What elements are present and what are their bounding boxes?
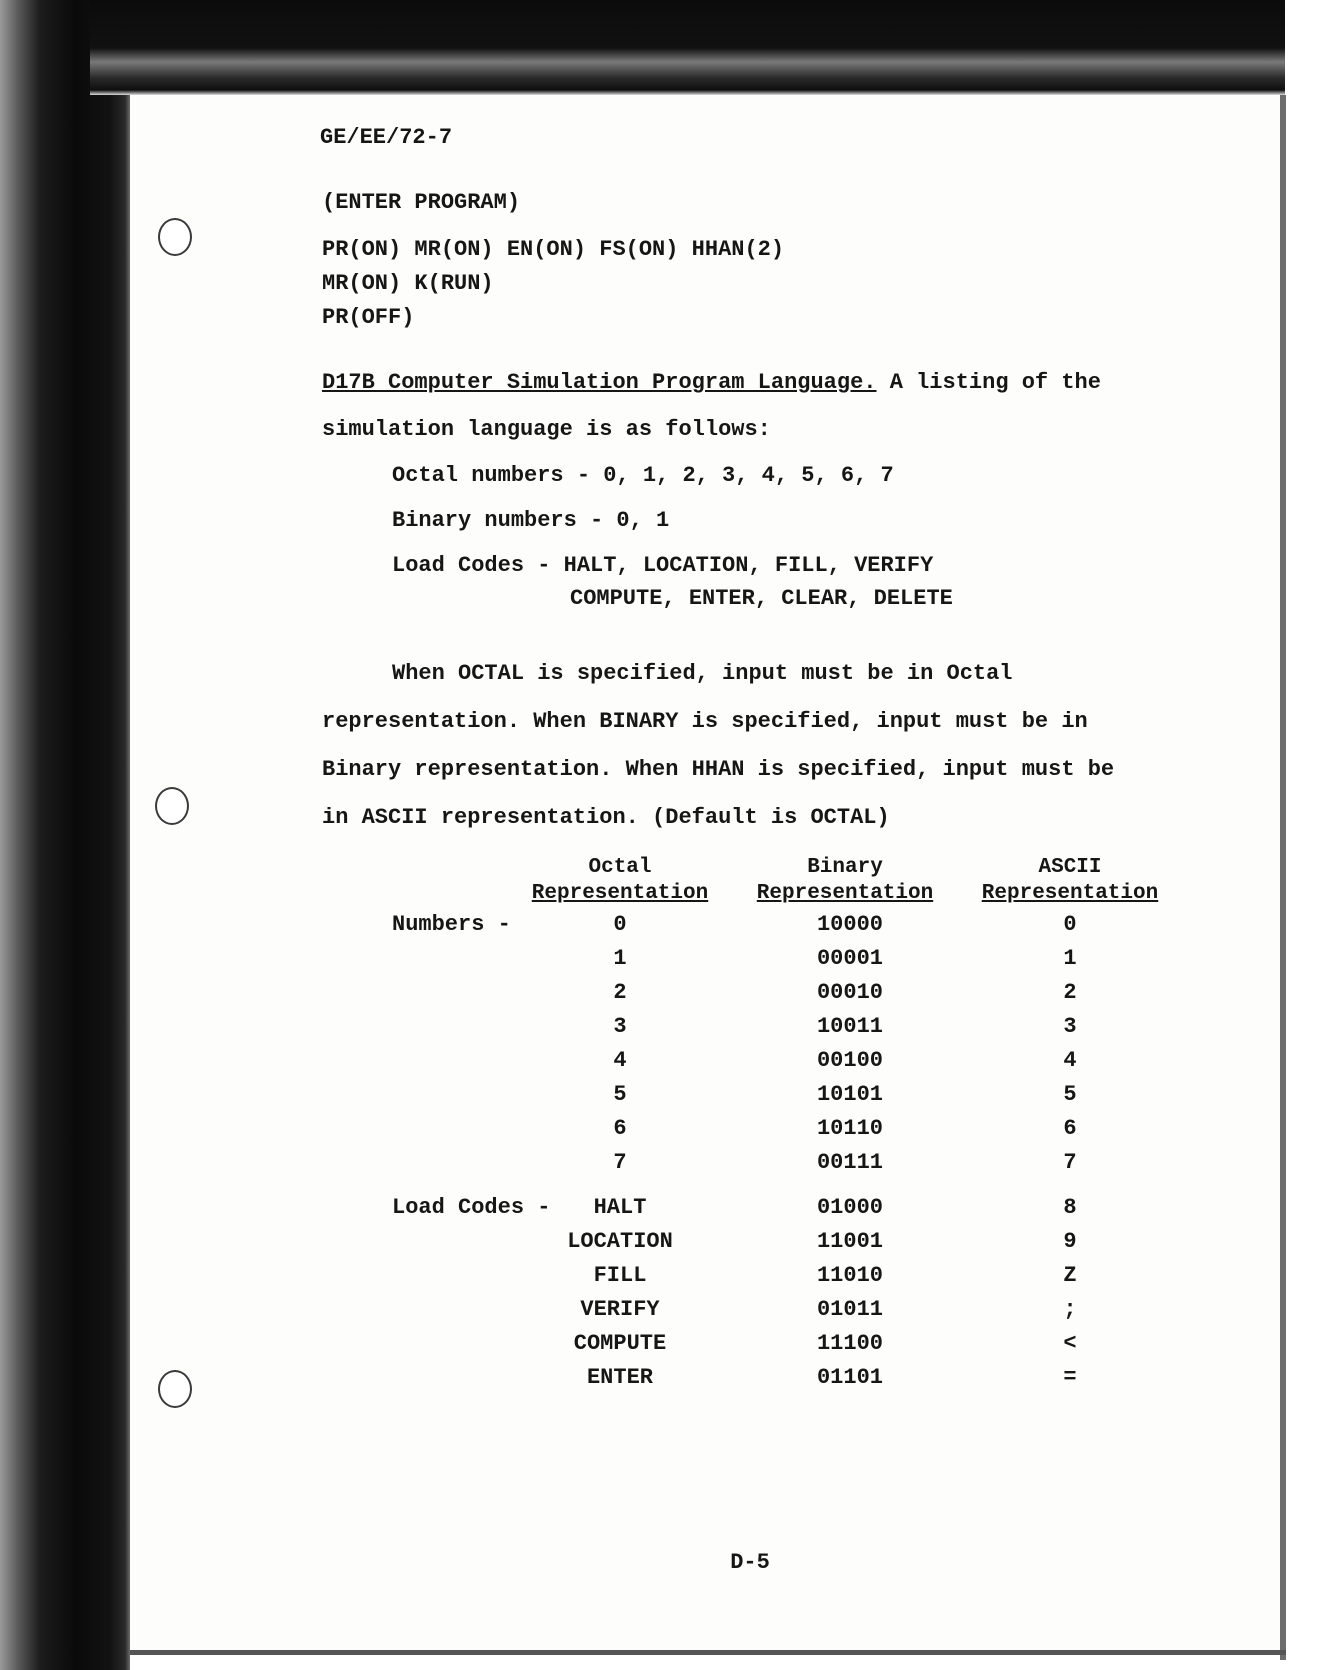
ascii-cell: ;: [1063, 1297, 1077, 1322]
binary-cell: 01011: [816, 1297, 883, 1322]
section-heading: D17B Computer Simulation Program Language.: [322, 370, 877, 395]
section-intro-rest: A listing of the: [876, 370, 1101, 395]
octal-cell: 5: [613, 1082, 627, 1107]
load-code-name: LOCATION: [567, 1229, 673, 1254]
ascii-cell: 2: [1063, 980, 1077, 1005]
ascii-cell: 9: [1063, 1229, 1077, 1254]
ascii-cell: 7: [1063, 1150, 1077, 1175]
load-codes-line-1: Load Codes - HALT, LOCATION, FILL, VERIFY: [392, 553, 934, 578]
ascii-cell: 6: [1063, 1116, 1077, 1141]
binary-cell: 00010: [816, 980, 883, 1005]
ascii-header-line2: Representation: [981, 882, 1159, 905]
section-intro-line-1: [322, 370, 1101, 395]
octal-cell: 6: [613, 1116, 627, 1141]
binary-cell: 10011: [816, 1014, 883, 1039]
octal-cell: 2: [613, 980, 627, 1005]
load-code-name: ENTER: [586, 1365, 653, 1390]
octal-header-line2: Representation: [531, 882, 709, 905]
binary-header: [745, 855, 945, 907]
ascii-cell: 4: [1063, 1048, 1077, 1073]
load-code-name: VERIFY: [580, 1297, 660, 1322]
binary-numbers-line: Binary numbers - 0, 1: [392, 508, 670, 533]
binary-cell: 00001: [816, 946, 883, 971]
octal-numbers-line: Octal numbers - 0, 1, 2, 3, 4, 5, 6, 7: [392, 463, 894, 488]
section-intro-line-2: simulation language is as follows:: [322, 417, 771, 442]
ascii-cell: <: [1063, 1331, 1077, 1356]
ascii-cell: 0: [1063, 912, 1077, 937]
ascii-cell: 1: [1063, 946, 1077, 971]
binary-cell: 10110: [816, 1116, 883, 1141]
ascii-cell: Z: [1063, 1263, 1077, 1288]
binary-cell: 10000: [816, 912, 883, 937]
load-codes-line-2: COMPUTE, ENTER, CLEAR, DELETE: [570, 586, 953, 611]
binary-cell: 11010: [816, 1263, 883, 1288]
enter-program-title: (ENTER PROGRAM): [322, 190, 521, 215]
ascii-cell: 5: [1063, 1082, 1077, 1107]
octal-header-line1: Octal: [588, 856, 652, 879]
ascii-cell: 8: [1063, 1195, 1077, 1220]
representation-paragraph: When OCTAL is specified, input must be in Octal representation. When BINARY is specified, input must be in Binary representation. When HHAN is specified, input must be in ASCII representation. (Default is OCTAL): [322, 661, 1115, 830]
binary-cell: 11001: [816, 1229, 883, 1254]
top-shadow-band: [90, 0, 1285, 95]
binary-header-line2: Representation: [756, 882, 934, 905]
octal-cell: 3: [613, 1014, 627, 1039]
octal-cell: 7: [613, 1150, 627, 1175]
load-code-name: HALT: [593, 1195, 647, 1220]
ascii-header: [970, 855, 1170, 907]
binary-cell: 01000: [816, 1195, 883, 1220]
numbers-label: Numbers -: [392, 912, 511, 937]
binary-cell: 10101: [816, 1082, 883, 1107]
program-line-2: MR(ON) K(RUN): [322, 271, 494, 296]
ascii-cell: 3: [1063, 1014, 1077, 1039]
program-line-3: PR(OFF): [322, 305, 415, 330]
binary-header-line1: Binary: [807, 856, 883, 879]
load-code-name: FILL: [593, 1263, 647, 1288]
punch-hole-bottom: [158, 1370, 192, 1408]
octal-cell: 4: [613, 1048, 627, 1073]
binary-cell: 11100: [816, 1331, 883, 1356]
binary-cell: 00111: [816, 1150, 883, 1175]
punch-hole-middle: [155, 787, 189, 825]
page-number: D-5: [730, 1550, 770, 1575]
binary-cell: 00100: [816, 1048, 883, 1073]
octal-cell: 0: [613, 912, 627, 937]
page-right-edge: [1280, 95, 1286, 1660]
ascii-cell: =: [1063, 1365, 1077, 1390]
page-bottom-edge: [130, 1650, 1286, 1655]
load-codes-label: Load Codes -: [392, 1195, 551, 1220]
program-line-1: PR(ON) MR(ON) EN(ON) FS(ON) HHAN(2): [322, 237, 785, 262]
binding-shadow: [0, 0, 130, 1670]
binary-cell: 01101: [816, 1365, 883, 1390]
load-code-name: COMPUTE: [573, 1331, 667, 1356]
punch-hole-top: [158, 218, 192, 256]
header-code: GE/EE/72-7: [320, 125, 453, 150]
octal-header: [520, 855, 720, 907]
octal-cell: 1: [613, 946, 627, 971]
ascii-header-line1: ASCII: [1038, 856, 1102, 879]
